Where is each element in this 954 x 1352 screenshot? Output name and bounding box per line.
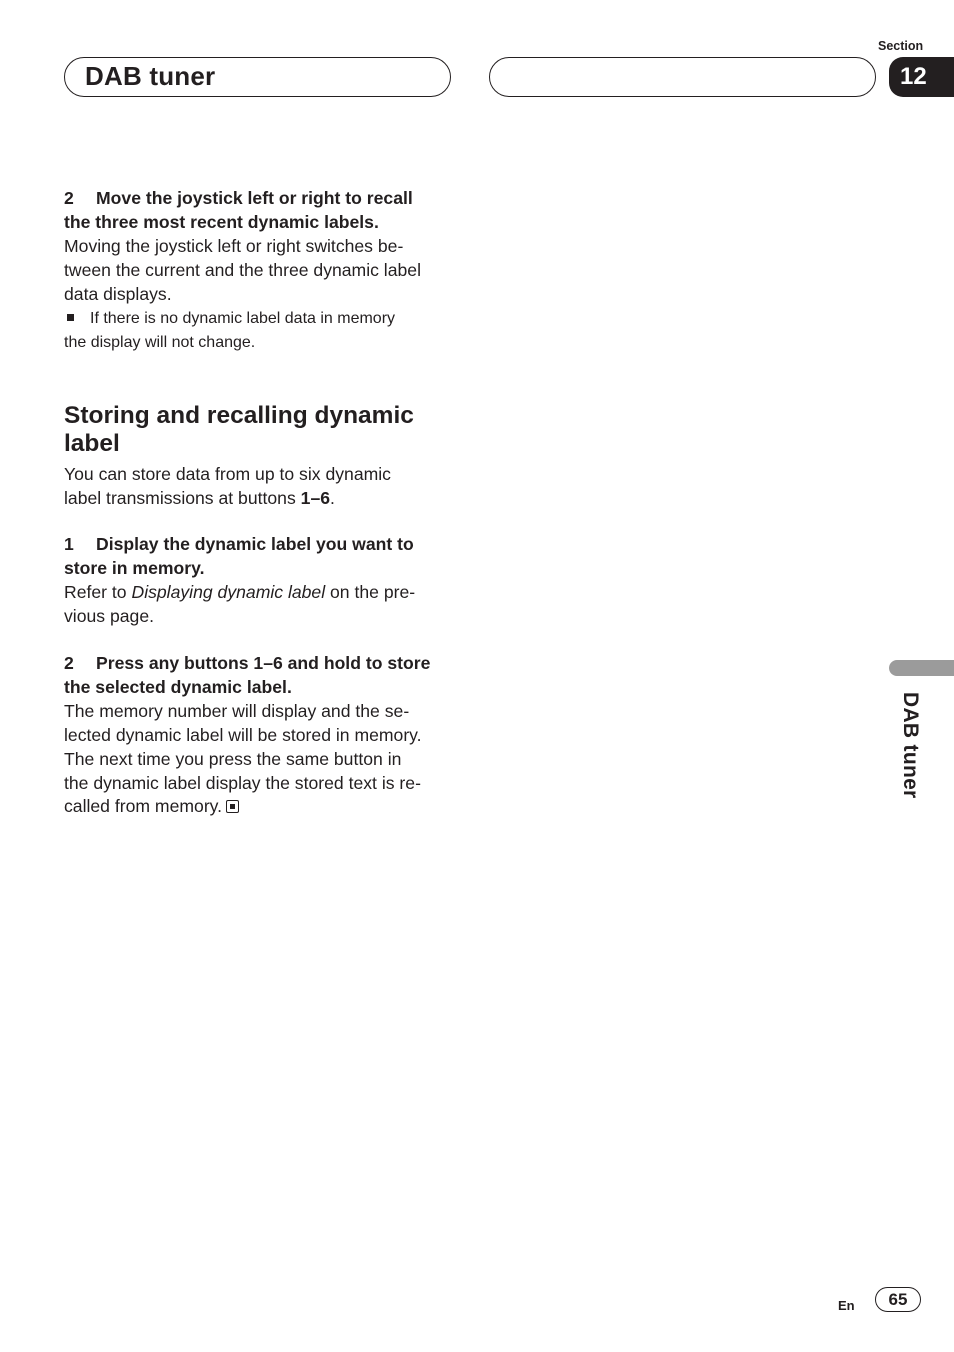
step-body-line: The next time you press the same button in bbox=[64, 748, 402, 769]
step-store-label bbox=[64, 652, 452, 819]
step-heading-line2: store in memory. bbox=[64, 557, 205, 578]
intro-line2-end: . bbox=[330, 487, 335, 508]
step-body-line: The memory number will display and the se- bbox=[64, 700, 410, 721]
note bbox=[64, 307, 452, 355]
side-tab-marker bbox=[889, 660, 954, 676]
step-heading-line1: Press any buttons 1–6 and hold to store bbox=[96, 653, 431, 673]
step-body-line: data displays. bbox=[64, 283, 172, 304]
note-line2: the display will not change. bbox=[64, 333, 256, 351]
step-body bbox=[64, 235, 452, 307]
section-heading-line2: label bbox=[64, 430, 120, 457]
step-number: 1 bbox=[64, 534, 74, 554]
step-body-line: Moving the joystick left or right switches be- bbox=[64, 235, 404, 256]
step-display-label bbox=[64, 533, 452, 629]
step-recall-labels bbox=[64, 187, 452, 355]
section-label: Section bbox=[878, 39, 924, 53]
section-storing-recalling bbox=[64, 402, 452, 511]
step-number: 2 bbox=[64, 653, 74, 673]
intro-line1: You can store data from up to six dynamic bbox=[64, 464, 391, 484]
section-intro bbox=[64, 463, 452, 511]
cross-reference: Displaying dynamic label bbox=[131, 581, 326, 602]
step-heading-line1: Move the joystick left or right to recall bbox=[96, 188, 413, 208]
step-number: 2 bbox=[64, 188, 74, 208]
note-square-icon bbox=[67, 314, 74, 321]
section-heading-line1: Storing and recalling dynamic bbox=[64, 402, 414, 429]
body-text: on the pre- bbox=[325, 581, 416, 602]
intro-button-range: 1–6 bbox=[300, 487, 331, 508]
side-tab-label: DAB tuner bbox=[899, 692, 922, 799]
step-heading-line2: the selected dynamic label. bbox=[64, 676, 292, 697]
body-text: Refer to bbox=[64, 581, 132, 602]
intro-line2-text: label transmissions at buttons bbox=[64, 487, 301, 508]
section-number-badge: 12 bbox=[889, 57, 954, 97]
section-heading bbox=[64, 402, 452, 458]
step-body-line: the dynamic label display the stored text is re- bbox=[64, 772, 421, 793]
step-body bbox=[64, 700, 452, 820]
step-body bbox=[64, 581, 452, 629]
step-heading-line1: Display the dynamic label you want to bbox=[96, 534, 414, 554]
step-heading bbox=[64, 187, 452, 235]
step-heading bbox=[64, 533, 452, 581]
step-heading-line2: the three most recent dynamic labels. bbox=[64, 211, 379, 232]
header-blank-box bbox=[489, 57, 876, 97]
note-line1: If there is no dynamic label data in memory bbox=[90, 309, 396, 327]
page-title: DAB tuner bbox=[85, 61, 216, 91]
step-body-line: called from memory. bbox=[64, 796, 223, 817]
step-body-line: tween the current and the three dynamic label bbox=[64, 259, 421, 280]
body-text: vious page. bbox=[64, 605, 154, 626]
step-body-line: lected dynamic label will be stored in memory. bbox=[64, 724, 422, 745]
end-of-section-icon bbox=[226, 800, 239, 813]
header-title-box bbox=[64, 57, 451, 97]
footer-language: En bbox=[838, 1298, 855, 1313]
page-number: 65 bbox=[875, 1287, 921, 1312]
step-heading bbox=[64, 652, 452, 700]
